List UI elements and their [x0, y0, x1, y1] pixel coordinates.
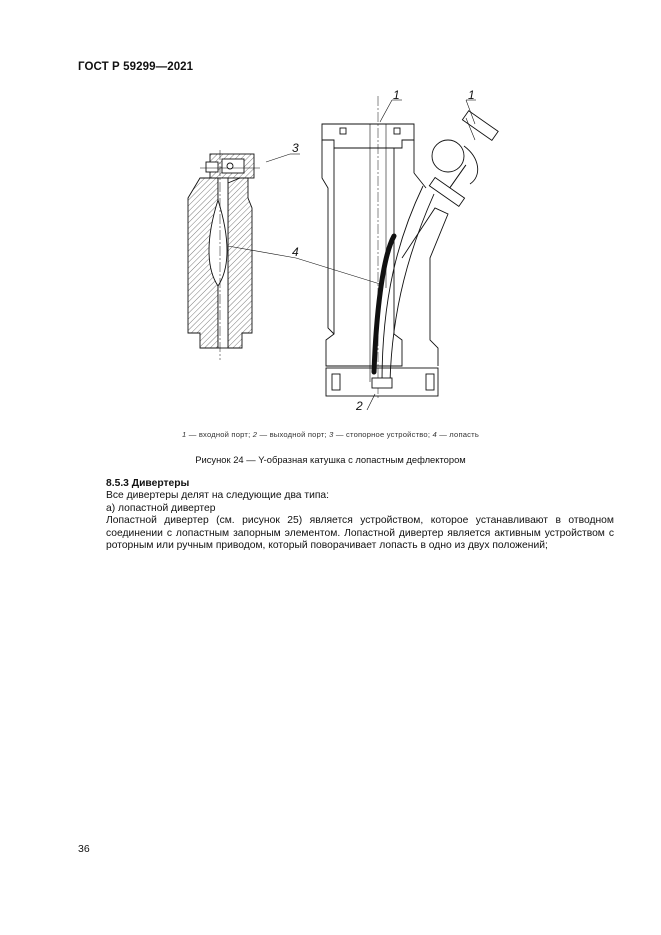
figure-caption: Рисунок 24 — Y-образная катушка с лопастным дефлектором	[195, 454, 466, 465]
callout-outlet-port: 2	[356, 399, 363, 410]
section-paragraph: Лопастной дивертер (см. рисунок 25) является устройством, которое устанавливают в отводном соединении с лопастным запорным элементом. Лопастной дивертер является активным устройством с роторным или ручным приводом, который поворачивает лопасть в одно из двух положений;	[106, 515, 614, 552]
legend-num-4: 4	[432, 430, 437, 439]
list-item-a: а) лопастной дивертер	[106, 502, 216, 514]
section-8-5-3	[78, 478, 614, 552]
locking-device-section	[188, 150, 260, 360]
y-spool-body	[322, 96, 498, 400]
legend-text-3: — стопорное устройство;	[333, 430, 433, 439]
section-intro: Все дивертеры делят на следующие два типа:	[106, 490, 330, 502]
legend-num-1: 1	[181, 430, 187, 439]
callout-inlet-port: 1	[393, 88, 400, 102]
page-number: 36	[78, 843, 90, 855]
section-heading: 8.5.3 Дивертеры	[106, 478, 190, 489]
callout-paddle: 4	[292, 245, 299, 259]
callout-inlet-port-branch: 1	[468, 88, 475, 102]
document-header: ГОСТ Р 59299—2021	[78, 61, 194, 73]
legend-text-4: — лопасть	[436, 430, 480, 439]
figure-legend	[0, 430, 661, 439]
legend-num-2: 2	[252, 430, 258, 439]
legend-text-2: — выходной порт;	[257, 430, 330, 439]
callout-locking-device: 3	[292, 141, 299, 155]
legend-text-1: — входной порт;	[186, 430, 253, 439]
legend-num-3: 3	[329, 430, 334, 439]
technical-drawing	[170, 88, 520, 410]
